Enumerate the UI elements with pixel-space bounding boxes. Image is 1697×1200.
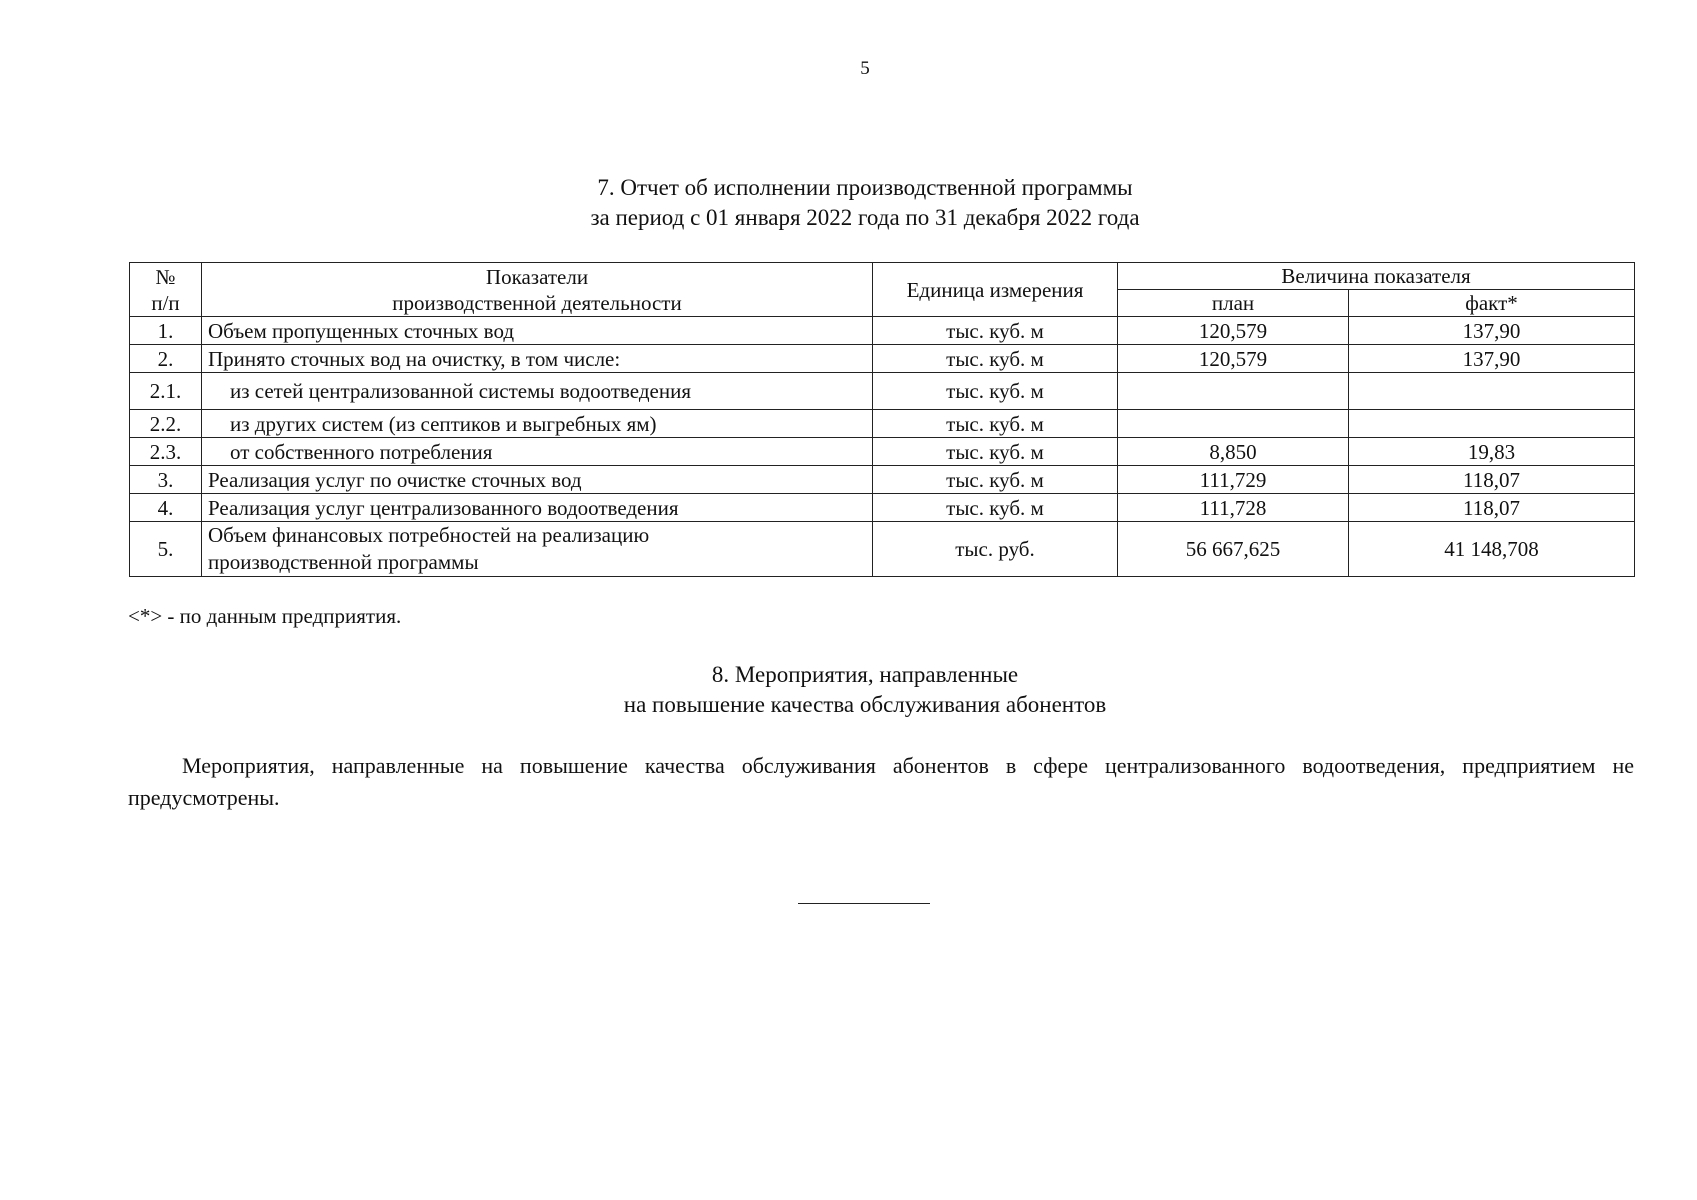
table-row <box>130 410 1635 438</box>
header-indicator-line-1: Показатели <box>485 264 589 289</box>
row-plan: 120,579 <box>1118 345 1349 373</box>
table-row <box>130 317 1635 345</box>
header-plan: план <box>1118 290 1349 317</box>
row-number: 1. <box>130 317 202 345</box>
section-8-title-line-2: на повышение качества обслуживания абонентов <box>623 692 1107 717</box>
row-fact <box>1349 410 1635 438</box>
header-value-group: Величина показателя <box>1118 263 1635 290</box>
section-7-title-line-1: 7. Отчет об исполнении производственной программы <box>597 175 1133 200</box>
row-unit: тыс. куб. м <box>873 466 1118 494</box>
row-indicator: Принято сточных вод на очистку, в том числе: <box>202 345 873 373</box>
row-fact: 118,07 <box>1349 466 1635 494</box>
header-fact: факт* <box>1349 290 1635 317</box>
row-indicator: Реализация услуг по очистке сточных вод <box>202 466 873 494</box>
row-fact: 137,90 <box>1349 345 1635 373</box>
end-divider <box>798 903 930 904</box>
row-plan <box>1118 373 1349 410</box>
header-unit: Единица измерения <box>873 263 1118 317</box>
table-row <box>130 438 1635 466</box>
row-unit: тыс. куб. м <box>873 317 1118 345</box>
section-7-title-line-2: за период с 01 января 2022 года по 31 декабря 2022 года <box>590 205 1140 230</box>
row-unit: тыс. куб. м <box>873 494 1118 522</box>
table-footnote: <*> - по данным предприятия. <box>128 604 402 628</box>
table-row <box>130 522 1635 577</box>
row-number: 3. <box>130 466 202 494</box>
row-indicator: из других систем (из септиков и выгребных ям) <box>202 410 873 438</box>
row-fact <box>1349 373 1635 410</box>
row-plan: 111,729 <box>1118 466 1349 494</box>
production-program-report-table <box>129 262 1635 577</box>
section-8-title-line-1: 8. Мероприятия, направленные <box>711 662 1019 687</box>
row-plan: 120,579 <box>1118 317 1349 345</box>
header-indicator-line-2: производственной деятельности <box>392 290 682 315</box>
row-unit: тыс. руб. <box>873 522 1118 577</box>
row-indicator <box>202 522 873 577</box>
table-header-row <box>130 263 1635 290</box>
section-8-paragraph: Мероприятия, направленные на повышение качества обслуживания абонентов в сфере централизованного водоотведения, предприятием не предусмотрены. <box>128 753 1634 810</box>
row-unit: тыс. куб. м <box>873 438 1118 466</box>
header-number <box>130 263 202 317</box>
section-8-title <box>0 660 1697 720</box>
row-number: 2.2. <box>130 410 202 438</box>
row-number: 4. <box>130 494 202 522</box>
row-plan: 111,728 <box>1118 494 1349 522</box>
row-number: 2.3. <box>130 438 202 466</box>
row-number: 2. <box>130 345 202 373</box>
header-number-line-2: п/п <box>151 290 180 315</box>
section-7-title <box>0 173 1697 233</box>
row-plan <box>1118 410 1349 438</box>
row-indicator: Реализация услуг централизованного водоотведения <box>202 494 873 522</box>
row-unit: тыс. куб. м <box>873 410 1118 438</box>
table-row <box>130 345 1635 373</box>
row-plan: 56 667,625 <box>1118 522 1349 577</box>
row-fact: 137,90 <box>1349 317 1635 345</box>
row-indicator-line-2: производственной программы <box>208 550 479 574</box>
row-indicator: из сетей централизованной системы водоотведения <box>202 373 873 410</box>
row-number: 5. <box>130 522 202 577</box>
table-row <box>130 466 1635 494</box>
table-row <box>130 373 1635 410</box>
page-number: 5 <box>860 58 870 79</box>
row-fact: 41 148,708 <box>1349 522 1635 577</box>
row-unit: тыс. куб. м <box>873 373 1118 410</box>
row-indicator-line-1: Объем финансовых потребностей на реализацию <box>208 523 650 547</box>
row-unit: тыс. куб. м <box>873 345 1118 373</box>
header-indicator <box>202 263 873 317</box>
row-indicator: от собственного потребления <box>202 438 873 466</box>
header-number-line-1: № <box>155 264 176 289</box>
row-fact: 118,07 <box>1349 494 1635 522</box>
row-indicator: Объем пропущенных сточных вод <box>202 317 873 345</box>
table-row <box>130 494 1635 522</box>
row-number: 2.1. <box>130 373 202 410</box>
row-fact: 19,83 <box>1349 438 1635 466</box>
row-plan: 8,850 <box>1118 438 1349 466</box>
